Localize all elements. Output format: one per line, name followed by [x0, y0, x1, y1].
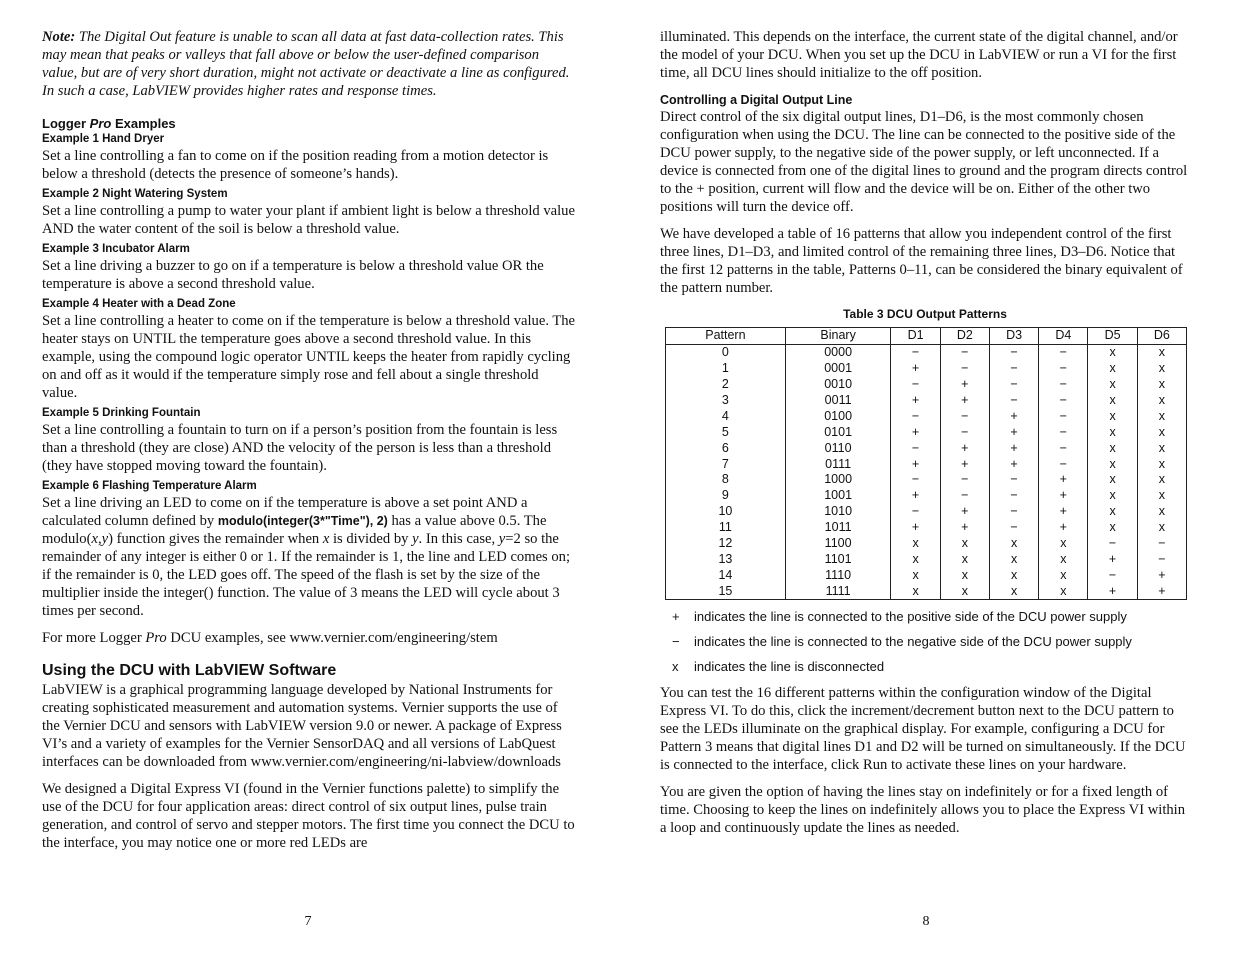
table-row	[666, 472, 1187, 488]
example-5	[42, 406, 577, 475]
table-row	[666, 504, 1187, 520]
table-cell: −	[891, 440, 940, 456]
dcu-output-patterns-table	[665, 327, 1187, 600]
example-text: Set a line controlling a fountain to turn on if a person’s position from the fountain is less than a threshold (they are close) AND the velocity of the person is less than a threshold (they have stopped moving toward the fountain).	[42, 422, 558, 474]
table-cell: x	[1137, 488, 1186, 504]
controlling-output-paragraph: Direct control of the six digital output lines, D1–D6, is the most commonly chosen configuration when using the DCU. The line can be connected to the positive side of the DCU power supply, to the negative side of the power supply, or left unconnected. If a device is connected from one of the digital lines to ground and the program directs control to the + position, current will flow and the device will be on. Either of the other two positions will turn the device off.	[660, 109, 1188, 215]
table-cell: −	[989, 472, 1038, 488]
legend-item-minus	[672, 634, 1190, 650]
table-cell: x	[1088, 488, 1137, 504]
table-cell: 8	[666, 472, 786, 488]
table-cell: x	[1088, 361, 1137, 377]
table-cell: +	[891, 488, 940, 504]
table-cell: 12	[666, 536, 786, 552]
table-cell: 0001	[785, 361, 891, 377]
example-4	[42, 297, 577, 402]
table-cell: x	[1088, 408, 1137, 424]
table-body	[666, 344, 1187, 599]
right-page	[660, 0, 1190, 837]
table-cell: 14	[666, 567, 786, 583]
column-header: D4	[1039, 328, 1088, 345]
patterns-paragraph: We have developed a table of 16 patterns that allow you independent control of the first three lines, D1–D3, and limited control of the remaining three lines, D3–D6. Notice that the first 12 patterns in the table, Patterns 0–11, can be considered the binary equivalent of the pattern number.	[660, 226, 1183, 296]
table-cell: −	[989, 361, 1038, 377]
table-row	[666, 567, 1187, 583]
table-cell: −	[1137, 551, 1186, 567]
table-cell: x	[1137, 393, 1186, 409]
table-cell: +	[1137, 567, 1186, 583]
table-cell: x	[891, 583, 940, 599]
table-cell: 0011	[785, 393, 891, 409]
table-cell: x	[989, 583, 1038, 599]
table-cell: 15	[666, 583, 786, 599]
table-cell: 0101	[785, 424, 891, 440]
legend-text: indicates the line is connected to the negative side of the DCU power supply	[694, 634, 1132, 650]
labview-intro-paragraph: LabVIEW is a graphical programming language developed by National Instruments for creating sophisticated measurement and automation systems. Vernier supports the use of the Vernier DCU and sensors with LabVIEW version 9.0 or newer. A package of Express VI’s and a variety of examples for the Vernier SensorDAQ and all versions of LabQuest interfaces can be downloaded from www.vernier.com/engineering/ni-labview/downloads	[42, 682, 562, 770]
table-cell: −	[989, 393, 1038, 409]
legend-symbol: +	[672, 609, 680, 625]
table-cell: 3	[666, 393, 786, 409]
table-caption: Table 3 DCU Output Patterns	[843, 307, 1007, 321]
column-header: Pattern	[666, 328, 786, 345]
table-cell: 0110	[785, 440, 891, 456]
table-cell: −	[989, 504, 1038, 520]
example-text: Set a line controlling a fan to come on if the position reading from a motion detector is below a threshold (detects the presence of someone’s hands).	[42, 148, 549, 182]
table-cell: x	[1039, 551, 1088, 567]
table-row	[666, 361, 1187, 377]
table-cell: x	[1088, 440, 1137, 456]
table-cell: +	[1039, 520, 1088, 536]
table-row	[666, 440, 1187, 456]
table-cell: 0000	[785, 344, 891, 360]
table-row	[666, 377, 1187, 393]
table-cell: 2	[666, 377, 786, 393]
example-3	[42, 242, 577, 293]
table-cell: x	[1088, 344, 1137, 360]
table-row	[666, 551, 1187, 567]
table-cell: 1110	[785, 567, 891, 583]
table-cell: +	[940, 520, 989, 536]
table-cell: −	[989, 344, 1038, 360]
table-cell: x	[940, 583, 989, 599]
table-row	[666, 488, 1187, 504]
table-cell: x	[989, 567, 1038, 583]
table-cell: +	[1039, 504, 1088, 520]
table-cell: 1111	[785, 583, 891, 599]
table-cell: x	[1088, 504, 1137, 520]
table-cell: x	[1137, 377, 1186, 393]
column-header: D3	[989, 328, 1038, 345]
table-cell: x	[1137, 361, 1186, 377]
column-header: D1	[891, 328, 940, 345]
table-cell: +	[989, 456, 1038, 472]
legend-symbol: −	[672, 634, 680, 650]
table-cell: −	[1039, 361, 1088, 377]
note-paragraph	[42, 28, 577, 100]
table-cell: 1101	[785, 551, 891, 567]
table-cell: x	[1088, 456, 1137, 472]
table-row	[666, 536, 1187, 552]
table-cell: −	[891, 472, 940, 488]
example-title: Example 5 Drinking Fountain	[42, 407, 201, 419]
page-number-left: 7	[304, 914, 312, 929]
table-row	[666, 583, 1187, 599]
legend-symbol: x	[672, 659, 679, 675]
table-cell: −	[989, 520, 1038, 536]
table-cell: x	[1039, 536, 1088, 552]
table-row	[666, 424, 1187, 440]
table-cell: −	[989, 488, 1038, 504]
table-cell: +	[940, 456, 989, 472]
table-cell: 5	[666, 424, 786, 440]
table-cell: x	[1137, 456, 1186, 472]
table-row	[666, 456, 1187, 472]
example-6	[42, 479, 577, 620]
table-cell: x	[891, 536, 940, 552]
table-cell: 0	[666, 344, 786, 360]
example-text: Set a line driving an LED to come on if the temperature is above a set point AND a calculated column defined by modulo(integer(3*"Time"), 2) has a value above 0.5. The modulo(x,y) function gives the remainder when x is divided by y. In this case, y=2 so the remainder of any integer is either 0 or 1. If the remainder is 1, the line and LED comes on; if the remainder is 0, the LED goes off. The speed of the flash is set by the size of the multiplier inside the integer() function. The value of 3 means the LED will cycle about 3 times per second.	[42, 495, 571, 619]
table-cell: x	[940, 567, 989, 583]
table-cell: −	[989, 377, 1038, 393]
table-cell: x	[1088, 424, 1137, 440]
example-2	[42, 187, 577, 238]
table-cell: +	[940, 393, 989, 409]
table-cell: −	[891, 408, 940, 424]
example-text: Set a line controlling a pump to water your plant if ambient light is below a threshold value AND the water content of the soil is below a threshold value.	[42, 203, 575, 237]
table-cell: +	[989, 424, 1038, 440]
labview-heading: Using the DCU with LabVIEW Software	[42, 662, 337, 679]
table-cell: +	[891, 361, 940, 377]
modulo-formula: modulo(integer(3*"Time"), 2)	[217, 514, 388, 528]
table-cell: −	[1039, 456, 1088, 472]
column-header: D2	[940, 328, 989, 345]
table-cell: x	[1137, 408, 1186, 424]
table-cell: x	[1039, 567, 1088, 583]
table-cell: −	[1039, 377, 1088, 393]
table-cell: −	[1039, 424, 1088, 440]
table-cell: +	[989, 440, 1038, 456]
more-examples-paragraph: For more Logger Pro DCU examples, see www.vernier.com/engineering/stem	[42, 630, 498, 646]
table-cell: −	[940, 424, 989, 440]
table-row	[666, 520, 1187, 536]
table-cell: x	[1137, 424, 1186, 440]
table-cell: −	[940, 408, 989, 424]
table-cell: x	[891, 551, 940, 567]
table-cell: x	[1137, 344, 1186, 360]
logger-pro-examples-heading: Logger Pro Examples	[42, 116, 176, 131]
table-cell: x	[1039, 583, 1088, 599]
table-cell: +	[1039, 488, 1088, 504]
note-label: Note:	[42, 29, 76, 45]
table-cell: −	[940, 361, 989, 377]
table-cell: −	[940, 488, 989, 504]
table-cell: x	[989, 536, 1038, 552]
table-cell: +	[891, 520, 940, 536]
page-number-right: 8	[922, 914, 930, 929]
option-paragraph: You are given the option of having the lines stay on indefinitely or for a fixed length of time. Choosing to keep the lines on indefinitely allows you to place the Express VI within a loop and continuously update the lines as needed.	[660, 784, 1186, 837]
table-cell: x	[1088, 472, 1137, 488]
table-cell: +	[989, 408, 1038, 424]
table-cell: 1011	[785, 520, 891, 536]
table-cell: 6	[666, 440, 786, 456]
table-cell: 1001	[785, 488, 891, 504]
table-cell: 1100	[785, 536, 891, 552]
test-patterns-paragraph: You can test the 16 different patterns within the configuration window of the Digital Express VI. To do this, click the increment/decrement button next to the DCU pattern to see the LEDs illuminate on the graphical display. For example, configuring a DCU for Pattern 3 means that digital lines D1 and D2 will be turned on simultaneously. If the DCU is connected to the interface, click Run to activate these lines on your hardware.	[660, 685, 1186, 774]
table-row	[666, 408, 1187, 424]
example-1	[42, 132, 577, 183]
column-header: Binary	[785, 328, 891, 345]
table-cell: +	[1088, 551, 1137, 567]
legend-item-plus	[672, 609, 1190, 625]
table-cell: −	[1039, 344, 1088, 360]
table-cell: −	[891, 344, 940, 360]
example-title: Example 1 Hand Dryer	[42, 133, 165, 145]
legend-text: indicates the line is disconnected	[694, 659, 885, 675]
table-cell: 1010	[785, 504, 891, 520]
table-cell: 7	[666, 456, 786, 472]
table-cell: 10	[666, 504, 786, 520]
table-cell: x	[940, 551, 989, 567]
symbol-legend	[672, 609, 1190, 675]
column-header: D5	[1088, 328, 1137, 345]
table-cell: +	[1088, 583, 1137, 599]
table-header-row	[666, 328, 1187, 345]
table-cell: −	[1039, 440, 1088, 456]
table-cell: +	[891, 424, 940, 440]
table-cell: x	[1137, 472, 1186, 488]
column-header: D6	[1137, 328, 1186, 345]
table-cell: −	[1039, 408, 1088, 424]
table-cell: +	[940, 504, 989, 520]
table-cell: −	[1088, 567, 1137, 583]
table-cell: x	[1088, 520, 1137, 536]
table-cell: +	[891, 456, 940, 472]
table-cell: x	[1137, 520, 1186, 536]
table-cell: x	[1088, 377, 1137, 393]
example-title: Example 2 Night Watering System	[42, 188, 228, 200]
table-cell: −	[1039, 393, 1088, 409]
left-page	[42, 0, 577, 852]
legend-text: indicates the line is connected to the positive side of the DCU power supply	[694, 609, 1127, 625]
table-cell: −	[940, 472, 989, 488]
table-cell: −	[1088, 536, 1137, 552]
table-cell: 0100	[785, 408, 891, 424]
table-cell: −	[891, 504, 940, 520]
example-title: Example 6 Flashing Temperature Alarm	[42, 480, 257, 492]
table-cell: 1	[666, 361, 786, 377]
continued-paragraph: illuminated. This depends on the interface, the current state of the digital channel, and/or the model of your DCU. When you set up the DCU in LabVIEW or run a VI for the first time, all DCU lines should initialize to the off position.	[660, 29, 1178, 81]
table-cell: 11	[666, 520, 786, 536]
table-cell: 9	[666, 488, 786, 504]
example-title: Example 3 Incubator Alarm	[42, 243, 190, 255]
table-row	[666, 393, 1187, 409]
table-cell: +	[891, 393, 940, 409]
digital-express-vi-paragraph: We designed a Digital Express VI (found in the Vernier functions palette) to simplify the use of the DCU for four application areas: direct control of six output lines, pulse train generation, and control of servo and stepper motors. The first time you connect the DCU to the interface, you may notice one or more red LEDs are	[42, 781, 575, 851]
table-cell: +	[1137, 583, 1186, 599]
table-cell: x	[1088, 393, 1137, 409]
controlling-output-heading: Controlling a Digital Output Line	[660, 93, 853, 107]
legend-item-x	[672, 659, 1190, 675]
table-cell: −	[1137, 536, 1186, 552]
example-text: Set a line driving a buzzer to go on if a temperature is below a threshold value OR the temperature is above a second threshold value.	[42, 258, 544, 292]
table-cell: 13	[666, 551, 786, 567]
note-text: The Digital Out feature is unable to scan all data at fast data-collection rates. This may mean that peaks or valleys that fall above or below the user-defined comparison value, but are of very short duration, might not activate or deactivate a line as configured. In such a case, LabVIEW provides higher rates and response times.	[42, 29, 570, 99]
table-cell: x	[1137, 440, 1186, 456]
table-cell: x	[940, 536, 989, 552]
example-title: Example 4 Heater with a Dead Zone	[42, 298, 236, 310]
example-text: Set a line controlling a heater to come on if the temperature is below a threshold value. The heater stays on UNTIL the temperature goes above a second threshold value. In this example, using the compound logic operator UNTIL keeps the heater from rapidly cycling on and off as it would if the temperature simply rose and fell about a single threshold value.	[42, 313, 576, 401]
table-cell: x	[989, 551, 1038, 567]
table-cell: +	[940, 440, 989, 456]
table-cell: 0010	[785, 377, 891, 393]
table-cell: −	[940, 344, 989, 360]
table-cell: 1000	[785, 472, 891, 488]
table-cell: x	[1137, 504, 1186, 520]
table-row	[666, 344, 1187, 360]
table-cell: −	[891, 377, 940, 393]
table-cell: +	[1039, 472, 1088, 488]
table-cell: +	[940, 377, 989, 393]
table-cell: 0111	[785, 456, 891, 472]
table-cell: 4	[666, 408, 786, 424]
table-cell: x	[891, 567, 940, 583]
